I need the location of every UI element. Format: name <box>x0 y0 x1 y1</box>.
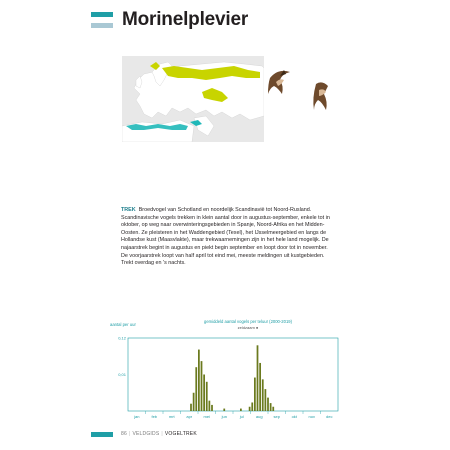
chart-bar <box>209 401 211 411</box>
footer-section: VELDGIDS <box>132 431 160 437</box>
chart-bar <box>270 403 272 411</box>
chart-subtitle: zeldzaam ● <box>237 325 259 330</box>
page-number: 86 <box>121 431 127 437</box>
flying-bird-icon <box>268 70 290 94</box>
chart-bar <box>211 405 213 411</box>
chart-bar <box>267 398 269 411</box>
page-title: Morinelplevier <box>122 9 249 30</box>
range-map <box>122 56 264 142</box>
chart-x-tick-label: nov <box>308 414 315 419</box>
chart-plot <box>118 336 338 420</box>
page-footer: 86 | VELDGIDS | VOGELTREK <box>121 431 197 437</box>
chart-frame <box>128 338 338 411</box>
chart-x-tick-label: jul <box>239 414 244 419</box>
chart-title: gemiddeld aantal vogels per teluur (2000-2019) <box>204 319 292 324</box>
chart-bar <box>262 379 264 411</box>
chart-x-tick-label: jun <box>221 414 227 419</box>
migration-text <box>121 207 334 268</box>
chart-x-tick-label: aug <box>255 414 263 419</box>
chart-bar <box>190 404 192 411</box>
section-keyword: TREK <box>121 207 136 213</box>
chart-x-tick-label: okt <box>291 414 297 419</box>
chart-bar <box>198 350 200 411</box>
chart-bar <box>203 375 205 412</box>
chart-x-tick-label: feb <box>151 414 158 419</box>
chart-x-tick-label: mrt <box>168 414 175 419</box>
chart-bar <box>265 389 267 411</box>
header-accent-bar <box>91 12 113 17</box>
chart-y-label: aantal per uur <box>110 322 136 327</box>
chart-bar <box>257 345 259 411</box>
footer-chapter: VOGELTREK <box>164 431 197 437</box>
chart-bar <box>193 393 195 411</box>
chart-bar <box>206 382 208 411</box>
chart-bar <box>201 361 203 411</box>
chart-x-tick-label: apr <box>186 414 193 419</box>
chart-bar <box>251 402 253 411</box>
chart-bar <box>195 367 197 411</box>
bird-illustration <box>264 58 344 118</box>
chart-bar <box>259 363 261 411</box>
chart-x-tick-label: mei <box>203 414 210 419</box>
chart-bar <box>240 409 242 411</box>
chart-bar <box>254 378 256 411</box>
footer-accent-bar <box>91 432 113 437</box>
chart-bar <box>223 409 225 411</box>
chart-x-tick-label: dec <box>326 414 333 419</box>
chart-x-tick-label: jan <box>134 414 140 419</box>
chart-bar <box>249 407 251 411</box>
migration-chart <box>110 318 350 428</box>
chart-y-tick-label: 0,01 <box>118 372 126 377</box>
header-accent-bar-light <box>91 23 113 28</box>
chart-y-tick-label: 0,12 <box>118 335 126 341</box>
chart-x-tick-label: sep <box>273 414 280 419</box>
migration-body: Broedvogel van Schotland en noordelijk Scandinavië tot Noord-Rusland. Scandinavische vogels trekken in klein aantal door in augustus-september, enkele tot in oktober, op weg naar overwinteringsgebieden in Spanje, Noord-Afrika en het Midden-Oosten. Ze pleisteren in het Waddengebied (Texel), het IJsselmeergebied en langs de Hollandse kust (Maasvlakte), maar trekwaarnemingen zijn in het hele land mogelijk. De najaarstrek begint in augustus en piekt begin september en loopt door tot in november. De voorjaarstrek loopt van half april tot eind mei, meeste meldingen uit kustgebieden. Trekt overdag en 's nachts. <box>121 207 330 267</box>
chart-bar <box>272 407 274 411</box>
flying-bird-icon <box>313 82 328 110</box>
